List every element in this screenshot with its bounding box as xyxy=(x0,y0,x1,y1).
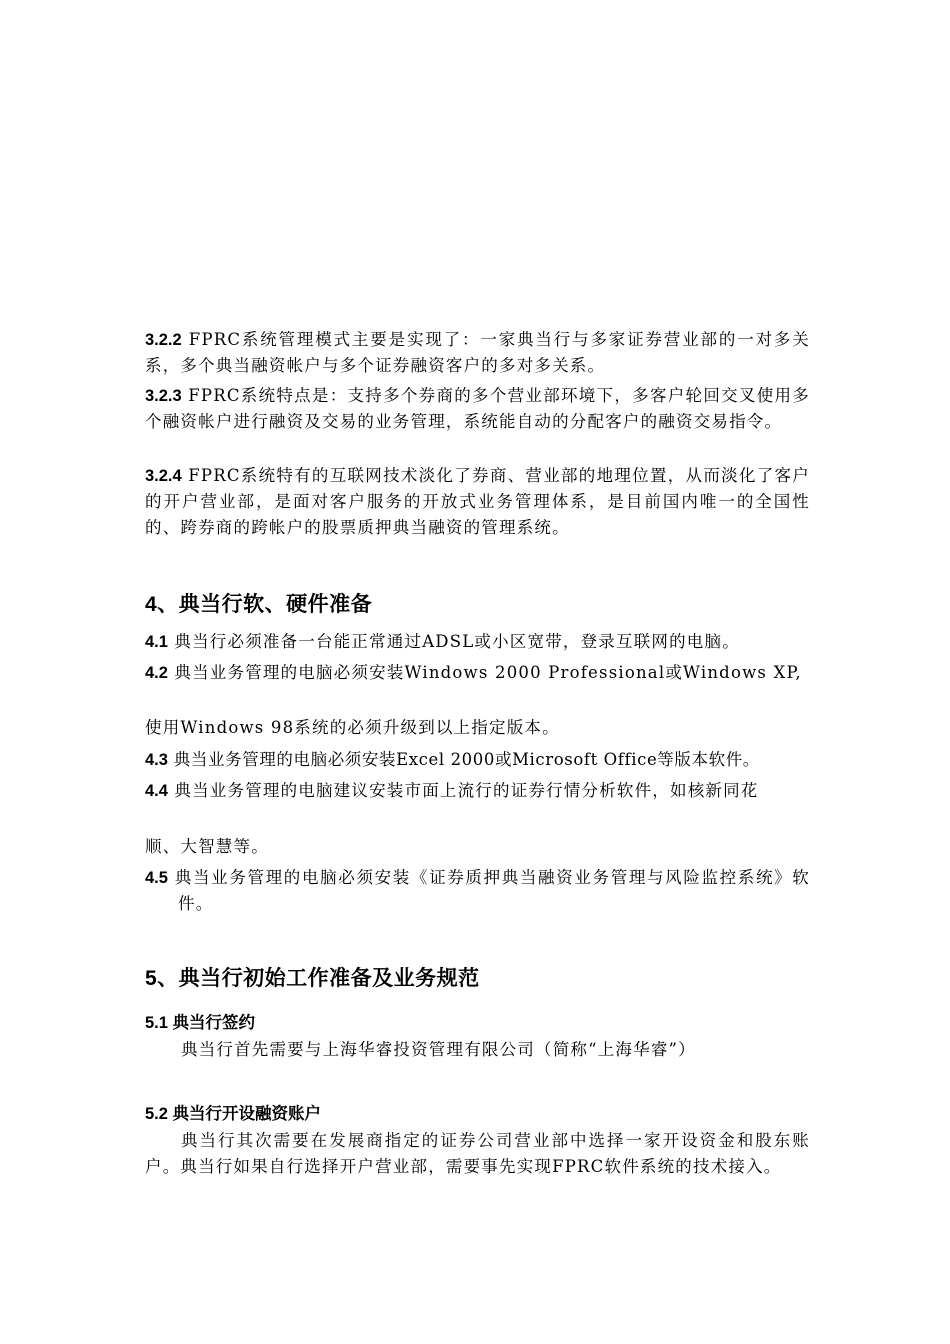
item-3-2-4 xyxy=(145,463,810,541)
subsection-5-1-heading xyxy=(145,1009,810,1033)
item-text: 典当业务管理的电脑建议安装市面上流行的证券行情分析软件，如核新同花 xyxy=(174,781,759,800)
item-4-5 xyxy=(145,865,810,917)
paragraph-text: 典当行首先需要与上海华睿投资管理有限公司（简称“上海华睿”） xyxy=(181,1040,696,1059)
item-number: 4.5 xyxy=(145,869,168,887)
item-text: 典当业务管理的电脑必须安装Windows 2000 Professional或Windows XP, xyxy=(174,663,802,682)
item-text: FPRC系统特有的互联网技术淡化了券商、营业部的地理位置，从而淡化了客户的开户营业部，是面对客户服务的开放式业务管理体系，是目前国内唯一的全国性的、跨券商的跨帐户的股票质押典当融资的管理系统。 xyxy=(145,466,810,537)
item-number: 3.2.3 xyxy=(145,387,182,405)
item-number: 3.2.2 xyxy=(145,331,182,349)
subsection-5-2-heading xyxy=(145,1100,810,1124)
item-text: 典当业务管理的电脑必须安装《证券质押典当融资业务管理与风险监控系统》软件。 xyxy=(174,868,810,913)
subsection-5-1-body xyxy=(145,1037,810,1063)
item-4-4 xyxy=(145,778,810,804)
item-4-2-continuation xyxy=(145,715,810,741)
item-3-2-3 xyxy=(145,383,810,435)
paragraph-text: 典当行其次需要在发展商指定的证券公司营业部中选择一家开设资金和股东账户。典当行如果自行选择开户营业部，需要事先实现FPRC软件系统的技术接入。 xyxy=(145,1131,810,1176)
section-5-heading xyxy=(145,962,810,992)
section-4-heading xyxy=(145,588,810,618)
item-3-2-2 xyxy=(145,327,810,379)
heading-text: 5、典当行初始工作准备及业务规范 xyxy=(145,967,480,990)
item-4-3 xyxy=(145,747,810,773)
item-text: 典当业务管理的电脑必须安装Excel 2000或Microsoft Office等版本软件。 xyxy=(173,750,760,769)
item-text: 典当行必须准备一台能正常通过ADSL或小区宽带，登录互联网的电脑。 xyxy=(174,632,740,651)
item-number: 4.2 xyxy=(145,664,168,682)
item-number: 4.3 xyxy=(145,751,168,769)
item-text: FPRC系统管理模式主要是实现了：一家典当行与多家证券营业部的一对多关系，多个典当融资帐户与多个证券融资客户的多对多关系。 xyxy=(145,330,810,375)
heading-text: 4、典当行软、硬件准备 xyxy=(145,593,373,616)
subsection-5-2-body xyxy=(145,1128,810,1180)
item-4-2 xyxy=(145,660,810,686)
item-number: 4.4 xyxy=(145,782,168,800)
item-number: 3.2.4 xyxy=(145,467,182,485)
item-number: 4.1 xyxy=(145,633,168,651)
heading-text: 5.2 典当行开设融资账户 xyxy=(145,1105,322,1123)
item-text: 顺、大智慧等。 xyxy=(145,837,269,856)
item-4-1 xyxy=(145,629,810,655)
item-text: FPRC系统特点是：支持多个券商的多个营业部环境下，多客户轮回交叉使用多个融资帐户进行融资及交易的业务管理，系统能自动的分配客户的融资交易指令。 xyxy=(145,386,810,431)
item-4-4-continuation xyxy=(145,834,810,860)
item-text: 使用Windows 98系统的必须升级到以上指定版本。 xyxy=(145,718,560,737)
heading-text: 5.1 典当行签约 xyxy=(145,1014,256,1032)
